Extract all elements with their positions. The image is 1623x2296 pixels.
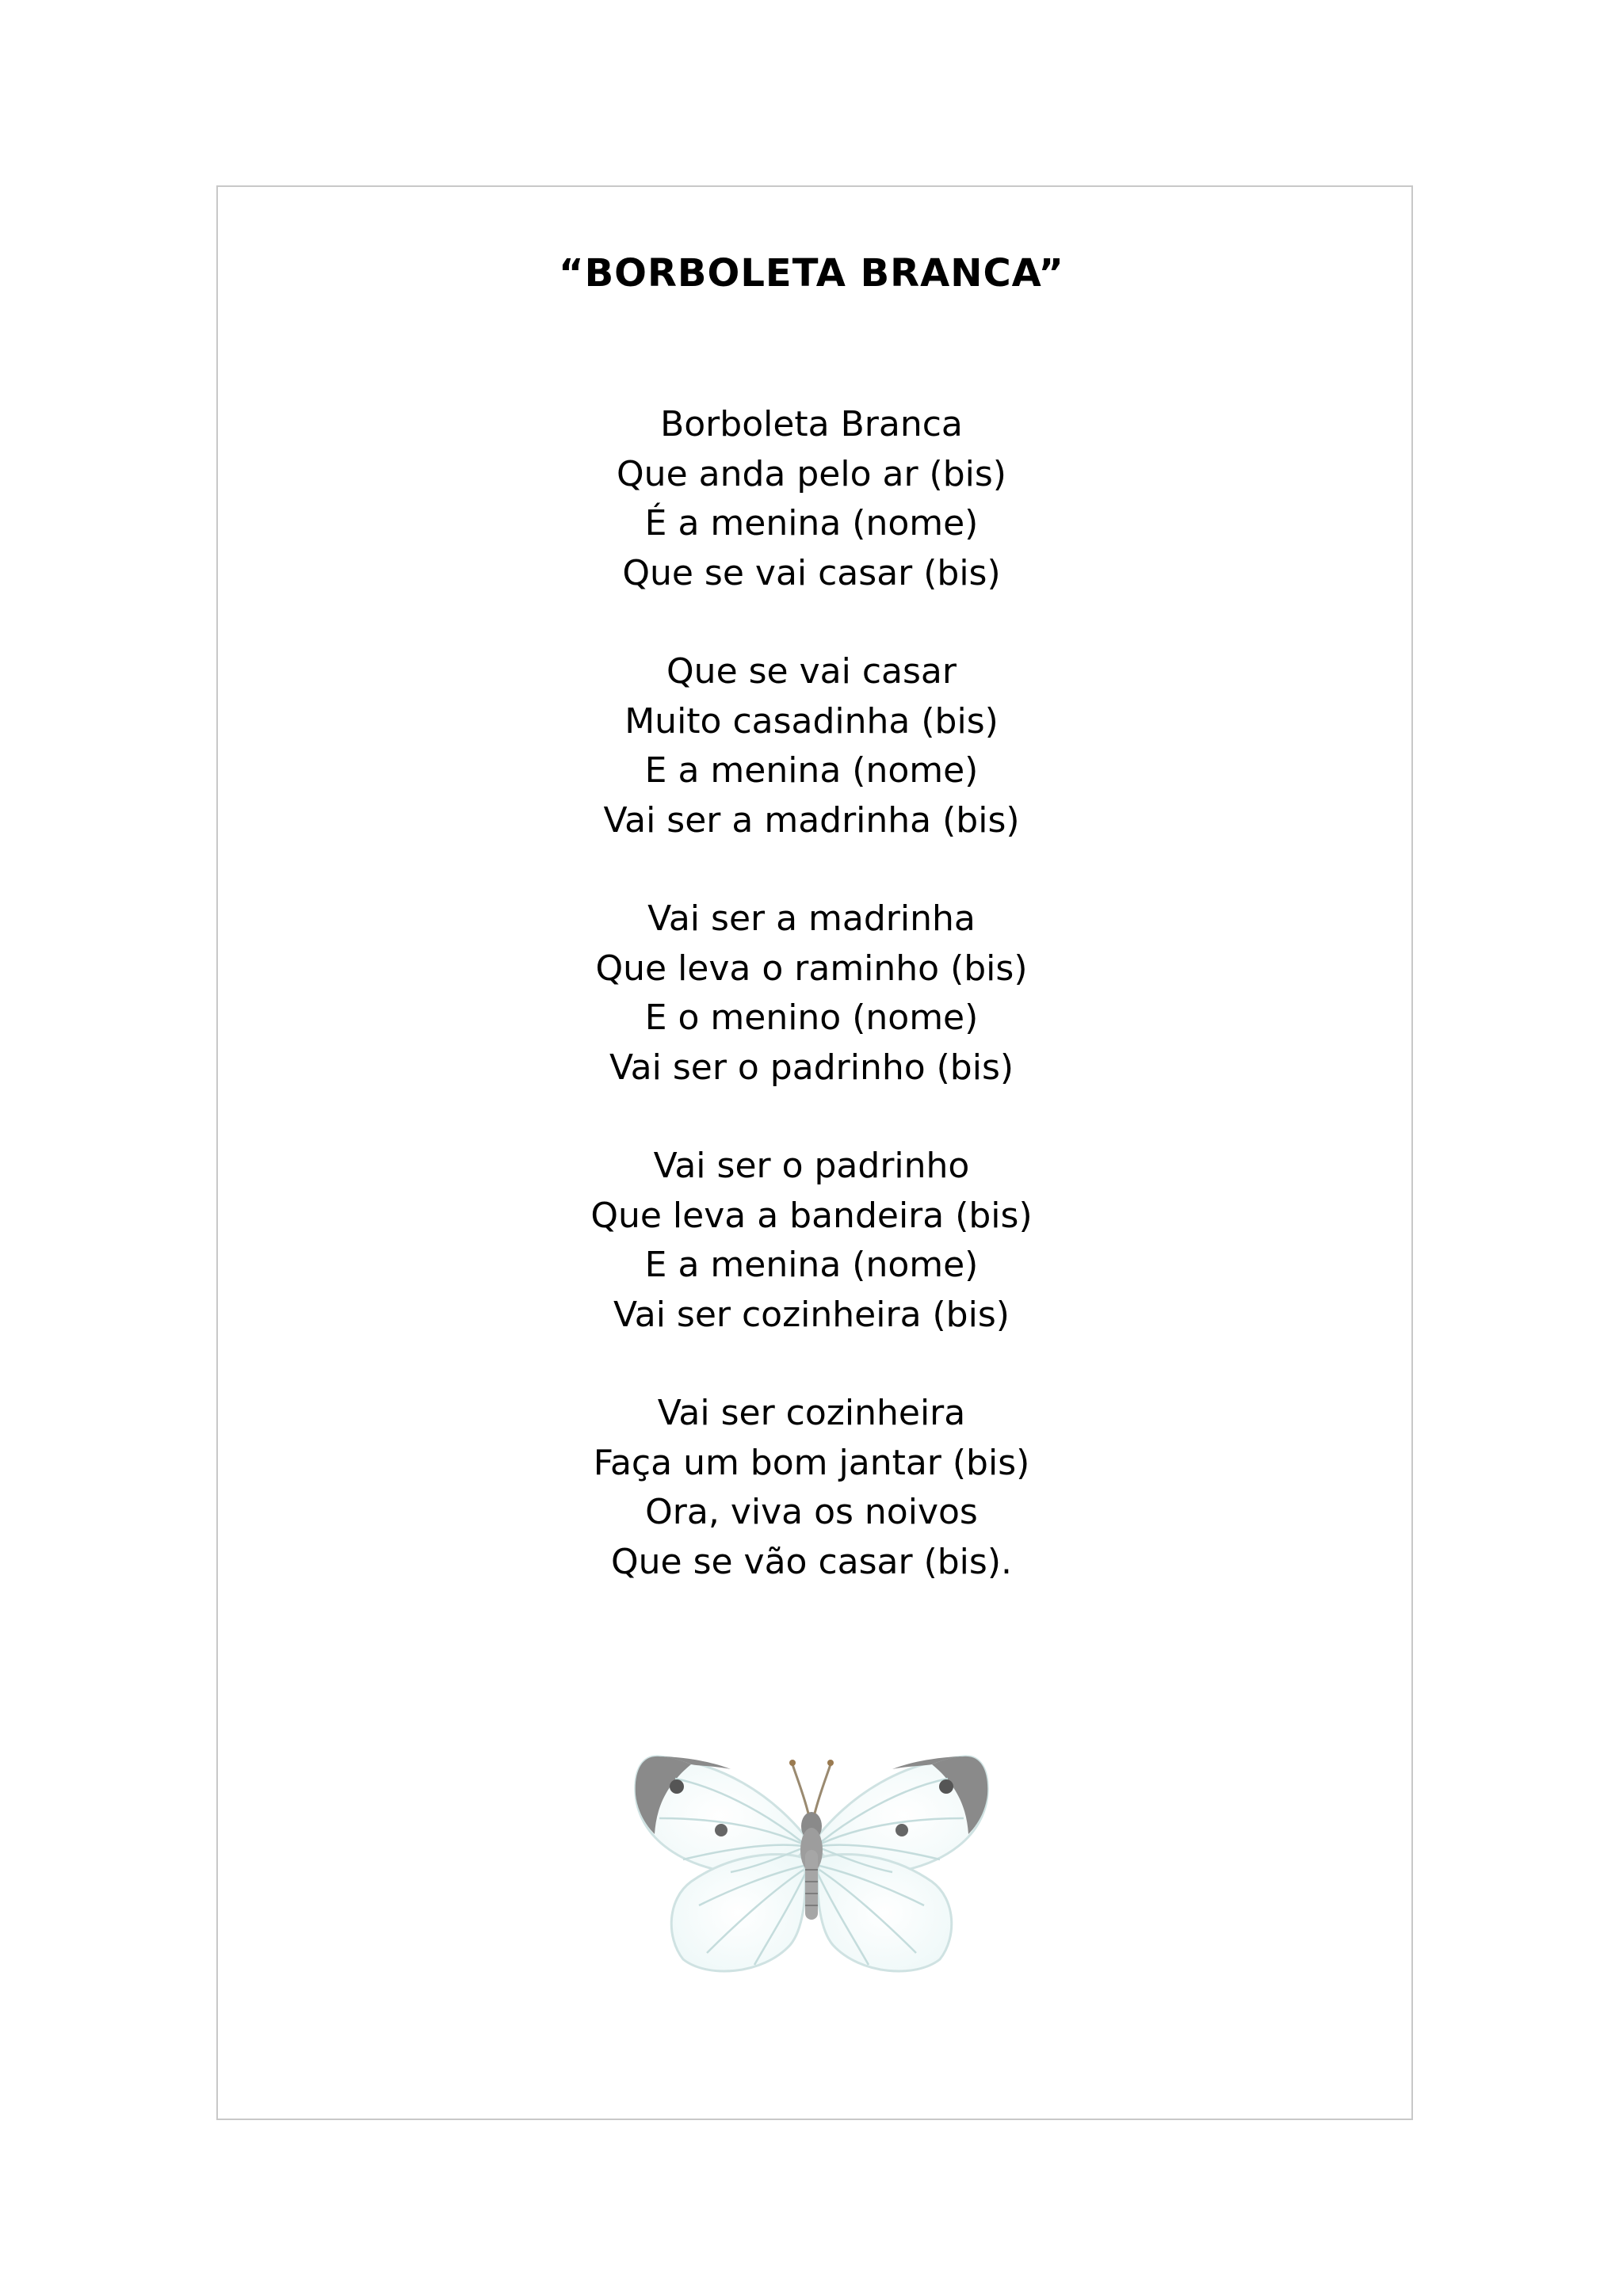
- verse-line: Muito casadinha (bis): [624, 700, 999, 742]
- stanza-5: [0, 1389, 1623, 1587]
- stanza-3: [0, 894, 1623, 1093]
- verse-line: Vai ser a madrinha (bis): [603, 799, 1020, 841]
- verse-line: Que se vai casar (bis): [622, 552, 1001, 593]
- verse-line: Vai ser o padrinho (bis): [609, 1047, 1014, 1088]
- verse-line: E a menina (nome): [644, 1245, 979, 1285]
- verse-line: Que leva o raminho (bis): [595, 948, 1028, 989]
- verse-line: Vai ser a madrinha: [647, 898, 976, 939]
- verse-line: Vai ser o padrinho: [653, 1146, 970, 1186]
- verse-line: Faça um bom jantar (bis): [593, 1442, 1030, 1483]
- verse-line: Vai ser cozinheira (bis): [613, 1294, 1010, 1335]
- verse-line: É a menina (nome): [644, 503, 979, 543]
- verse-line: Borboleta Branca: [660, 404, 963, 444]
- stanza-4: [0, 1142, 1623, 1340]
- poem: [0, 400, 1623, 1636]
- verse-line: E a menina (nome): [644, 750, 979, 791]
- verse-line: Vai ser cozinheira: [657, 1393, 966, 1433]
- stanza-1: [0, 400, 1623, 598]
- verse-line: Ora, viva os noivos: [645, 1492, 978, 1532]
- butterfly-icon: [628, 1723, 995, 1977]
- verse-line: Que se vão casar (bis).: [611, 1541, 1012, 1582]
- verse-line: Que leva a bandeira (bis): [590, 1195, 1033, 1236]
- verse-line: Que se vai casar: [666, 651, 957, 692]
- stanza-2: [0, 647, 1623, 845]
- verse-line: E o menino (nome): [644, 997, 979, 1038]
- song-title: “BORBOLETA BRANCA”: [559, 251, 1064, 296]
- verse-line: Que anda pelo ar (bis): [617, 453, 1006, 494]
